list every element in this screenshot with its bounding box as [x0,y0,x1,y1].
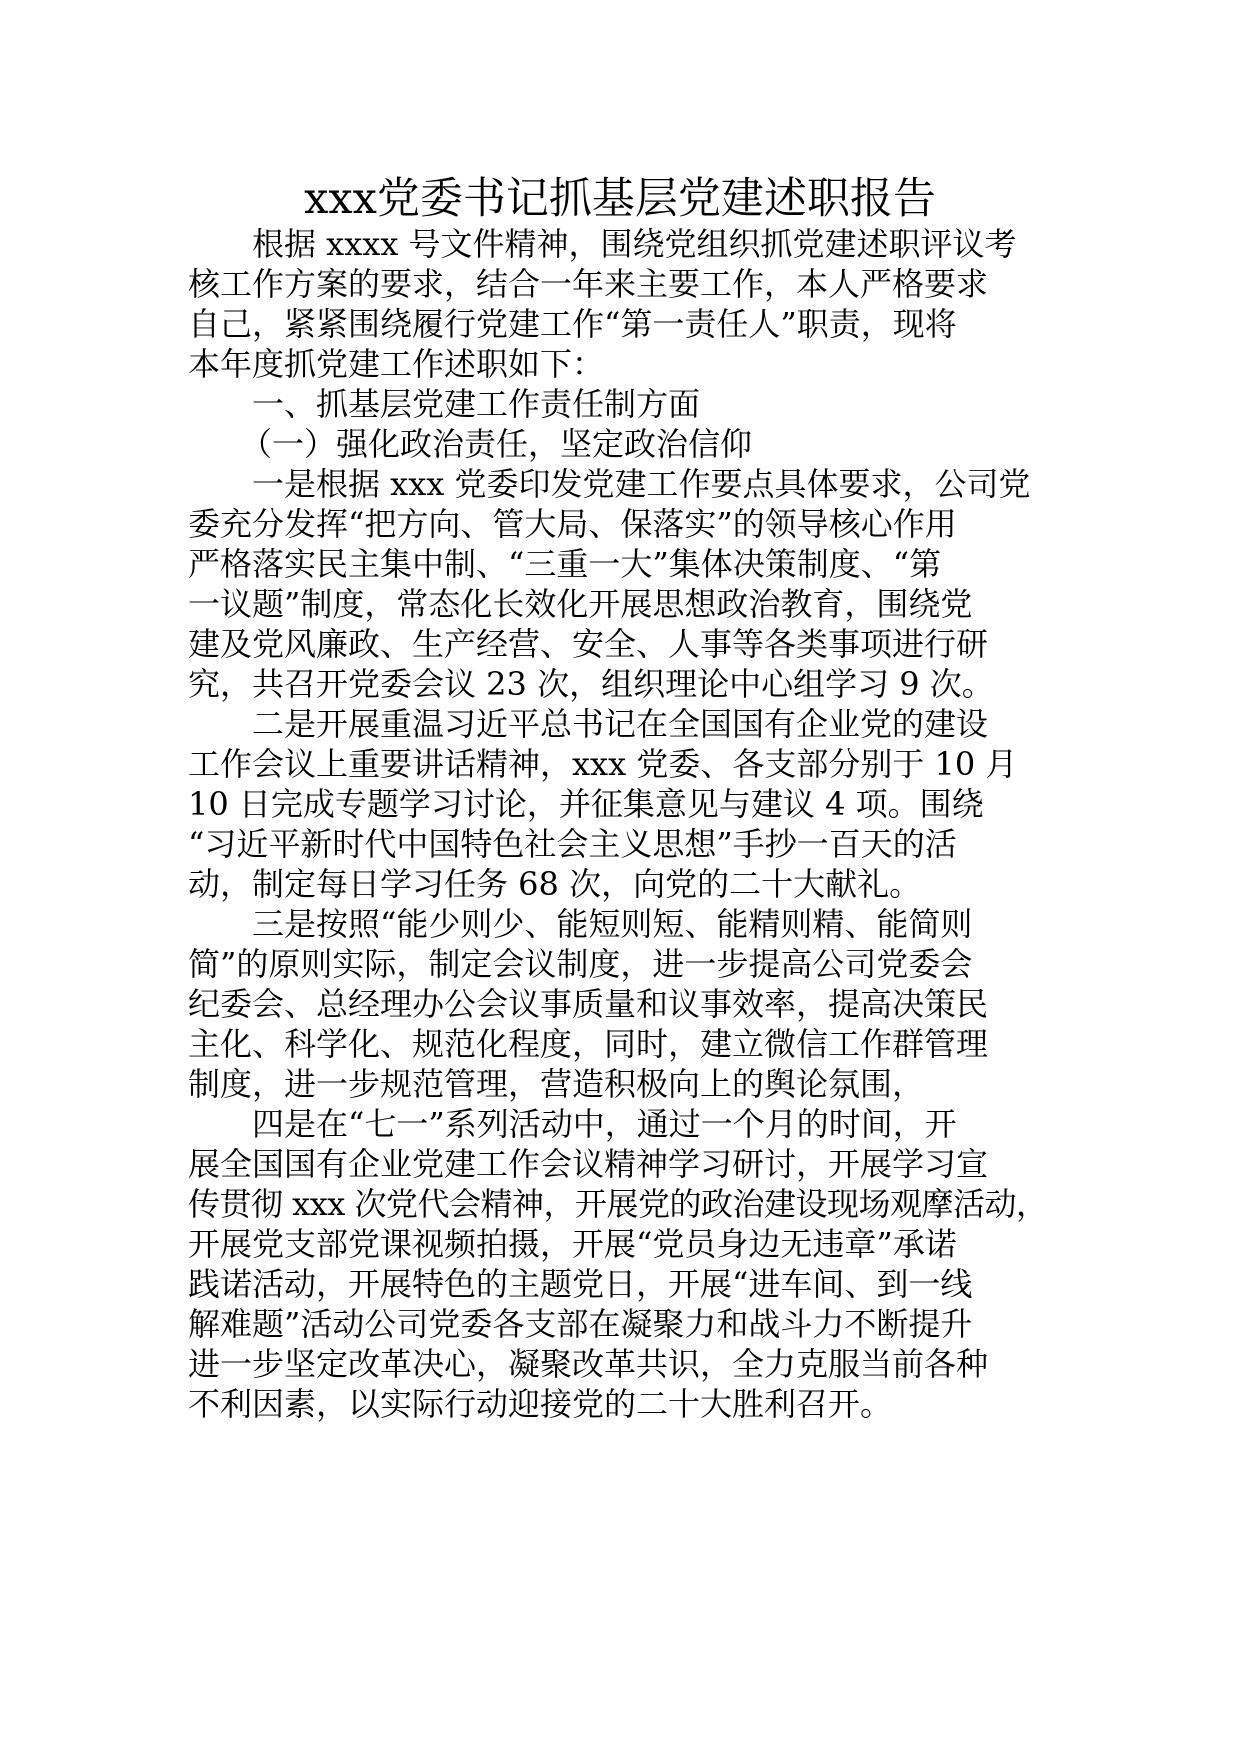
body-line: 践诺活动，开展特色的主题党日，开展“进车间、到一线 [188,1265,973,1303]
body-line: 传贯彻 xxx 次党代会精神，开展党的政治建设现场观摩活动， [188,1185,1048,1223]
body-line: 解难题”活动公司党委各支部在凝聚力和战斗力不断提升 [188,1305,973,1343]
body-line: 自己，紧紧围绕履行党建工作“第一责任人”职责，现将 [188,305,957,343]
body-line: 主化、科学化、规范化程度，同时，建立微信工作群管理 [188,1025,989,1063]
body-line: 进一步坚定改革决心，凝聚改革共识，全力克服当前各种 [188,1345,989,1383]
body-line: 根据 xxxx 号文件精神，围绕党组织抓党建述职评议考 [252,225,1017,263]
body-line: 简”的原则实际，制定会议制度，进一步提高公司党委会 [188,945,973,983]
body-line: 严格落实民主集中制、“三重一大”集体决策制度、“第 [188,545,942,583]
document-title: xxx党委书记抓基层党建述职报告 [304,174,936,224]
body-line: 动，制定每日学习任务 68 次，向党的二十大献礼。 [188,865,922,903]
body-line: “习近平新时代中国特色社会主义思想”手抄一百天的活 [188,825,957,863]
body-line: 核工作方案的要求，结合一年来主要工作，本人严格要求 [188,265,989,303]
body-line: 二是开展重温习近平总书记在全国国有企业党的建设 [252,705,989,743]
body-line: 10 日完成专题学习讨论，并征集意见与建议 4 项。围绕 [188,785,984,823]
section-heading: 一、抓基层党建工作责任制方面 [252,385,701,423]
body-line: 制度，进一步规范管理，营造积极向上的舆论氛围， [188,1065,925,1103]
body-line: 工作会议上重要讲话精神，xxx 党委、各支部分别于 10 月 [188,745,1018,783]
body-line: 一是根据 xxx 党委印发党建工作要点具体要求，公司党 [252,465,1031,503]
body-line: 建及党风廉政、生产经营、安全、人事等各类事项进行研 [188,625,989,663]
body-line: 本年度抓党建工作述职如下： [188,345,605,383]
subsection-heading: （一）强化政治责任，坚定政治信仰 [240,425,753,463]
body-line: 四是在“七一”系列活动中，通过一个月的时间，开 [252,1105,957,1143]
body-line: 不利因素，以实际行动迎接党的二十大胜利召开。 [188,1385,893,1423]
body-line: 开展党支部党课视频拍摄，开展“党员身边无违章”承诺 [188,1225,957,1263]
body-line: 究，共召开党委会议 23 次，组织理论中心组学习 9 次。 [188,665,994,703]
body-line: 委充分发挥“把方向、管大局、保落实”的领导核心作用 [188,505,957,543]
body-line: 纪委会、总经理办公会议事质量和议事效率，提高决策民 [188,985,989,1023]
body-line: 三是按照“能少则少、能短则短、能精则精、能简则 [252,905,973,943]
body-line: 展全国国有企业党建工作会议精神学习研讨，开展学习宣 [188,1145,989,1183]
body-line: 一议题”制度，常态化长效化开展思想政治教育，围绕党 [188,585,973,623]
